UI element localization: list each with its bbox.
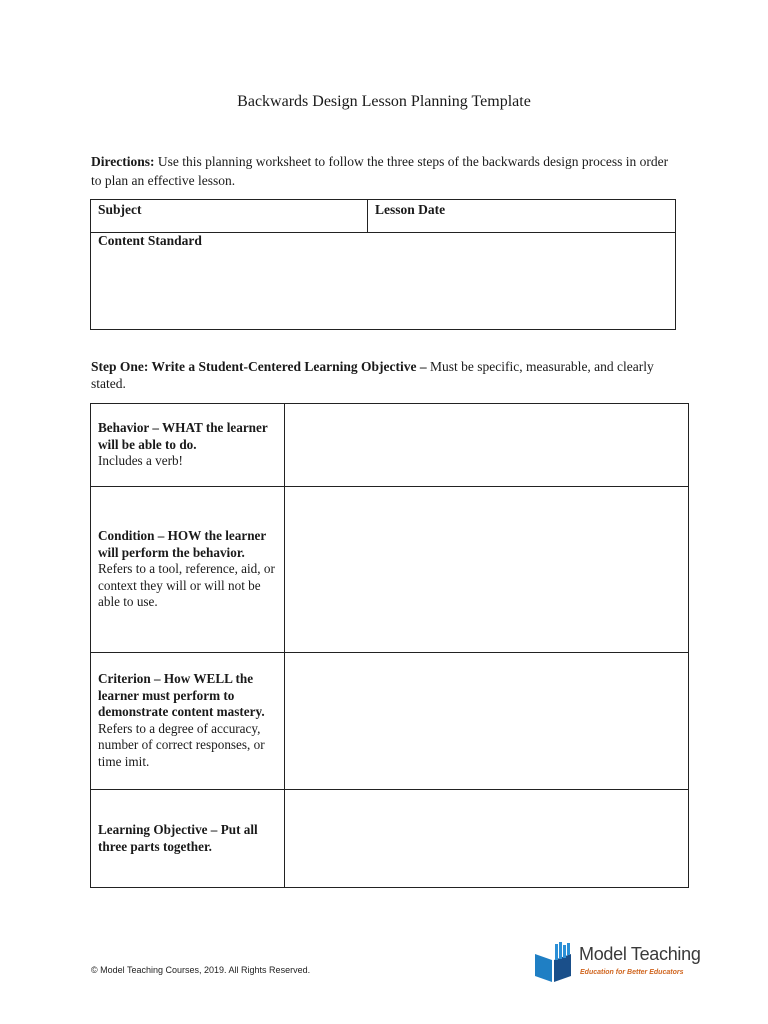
criterion-description: Refers to a degree of accuracy, number of correct responses, or time imit. xyxy=(98,720,265,769)
page-title: Backwards Design Lesson Planning Template xyxy=(237,93,531,110)
table-row-learning-objective xyxy=(91,790,688,887)
content-standard-cell[interactable] xyxy=(91,233,675,329)
behavior-header: Behavior – WHAT the learner will be able to do. xyxy=(98,420,268,452)
condition-answer-cell[interactable] xyxy=(286,487,688,652)
learning-objective-header: Learning Objective – Put all three parts together. xyxy=(98,822,258,854)
behavior-text xyxy=(98,420,282,470)
condition-description: Refers to a tool, reference, aid, or context they will or will not be able to use. xyxy=(98,561,275,609)
step-one-text: Must be specific, measurable, and clearly stated. xyxy=(91,359,654,391)
step-one-heading xyxy=(91,358,681,392)
learning-objective-answer-cell[interactable] xyxy=(286,790,688,887)
directions-label: Directions: xyxy=(91,154,155,169)
logo-tagline: Education for Better Educators xyxy=(580,969,684,976)
model-teaching-logo xyxy=(533,940,703,985)
copyright-footer: © Model Teaching Courses, 2019. All Rights Reserved. xyxy=(91,965,311,975)
logo-name: Model Teaching xyxy=(579,944,701,964)
learning-objective-text xyxy=(98,822,282,855)
content-standard-label: Content Standard xyxy=(98,233,202,248)
step-one-label: Step One: Write a Student-Centered Learning Objective – xyxy=(91,359,427,374)
criterion-label-cell xyxy=(91,653,285,789)
lesson-date-cell[interactable] xyxy=(368,200,675,232)
directions-paragraph xyxy=(91,152,681,190)
learning-objective-label-cell xyxy=(91,790,285,887)
condition-text xyxy=(98,528,282,611)
criterion-answer-cell[interactable] xyxy=(286,653,688,789)
table-row-condition xyxy=(91,487,688,653)
behavior-answer-cell[interactable] xyxy=(286,404,688,486)
lesson-info-table xyxy=(90,199,676,330)
subject-cell[interactable] xyxy=(91,200,368,232)
condition-header: Condition – HOW the learner will perform the behavior. xyxy=(98,528,267,560)
behavior-description: Includes a verb! xyxy=(98,453,183,468)
table-row-behavior xyxy=(91,404,688,487)
lesson-date-label: Lesson Date xyxy=(375,202,446,217)
condition-label-cell xyxy=(91,487,285,652)
criterion-header: Criterion – How WELL the learner must perform to demonstrate content mastery. xyxy=(98,671,265,719)
directions-text: Use this planning worksheet to follow the three steps of the backwards design process in order to plan an effective lesson. xyxy=(91,154,669,188)
criterion-text xyxy=(98,671,282,770)
objective-table xyxy=(90,403,689,888)
subject-label: Subject xyxy=(98,202,142,217)
table-row-criterion xyxy=(91,653,688,790)
behavior-label-cell xyxy=(91,404,285,486)
info-row-top xyxy=(91,200,675,233)
book-icon xyxy=(533,940,575,984)
